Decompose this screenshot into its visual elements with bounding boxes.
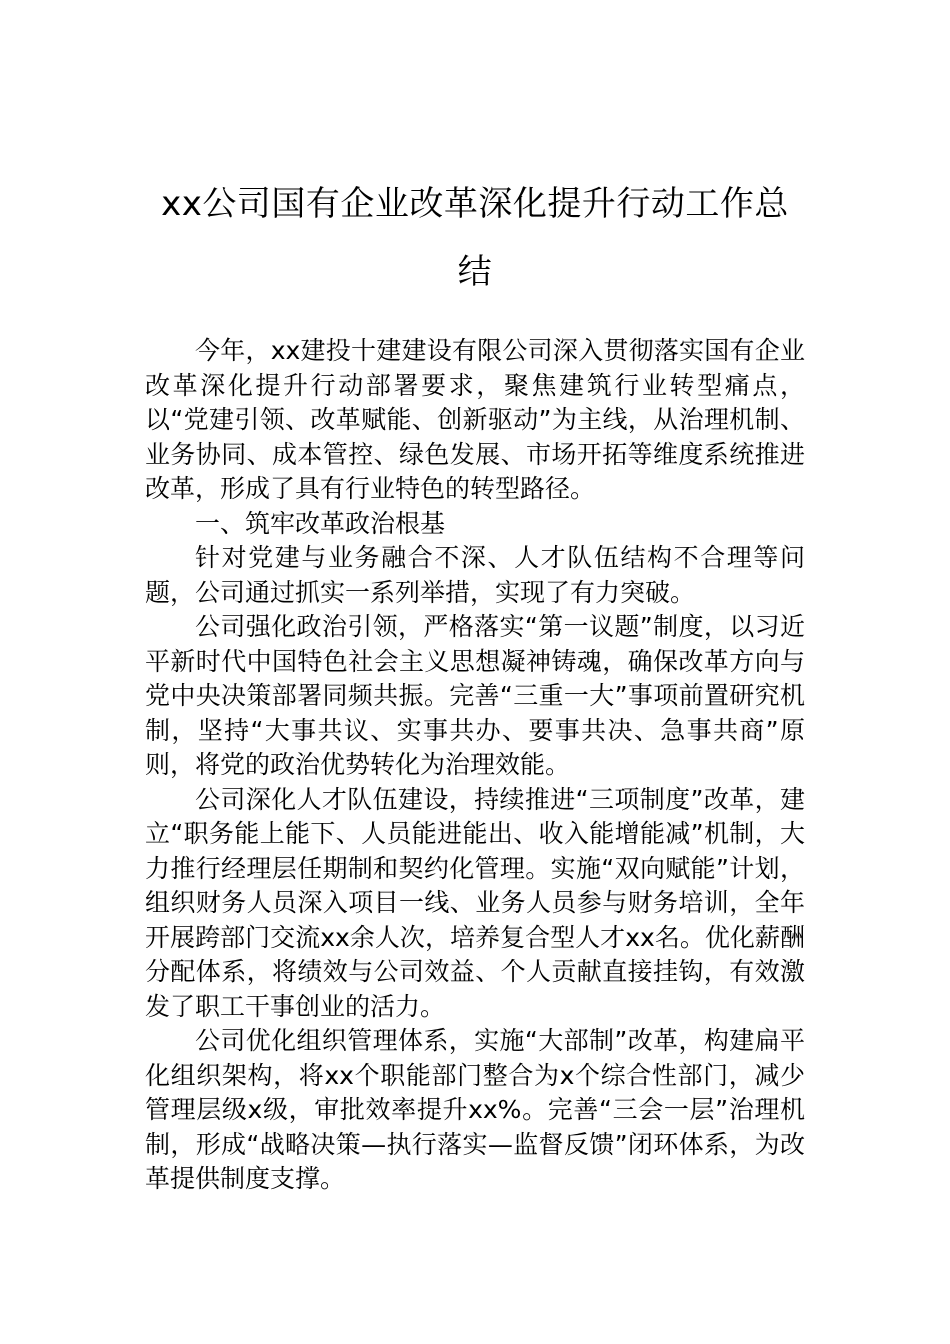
section-heading-1: 一、筑牢改革政治根基: [195, 508, 446, 538]
intro-paragraph: 今年，xx建投十建建设有限公司深入贯彻落实国有企业改革深化提升行动部署要求，聚焦建筑行业转型痛点，以“党建引领、改革赋能、创新驱动”为主线，从治理机制、业务协同、成本管控、绿色发展、市场开拓等维度系统推进改革，形成了具有行业特色的转型路径。: [145, 336, 805, 503]
document-title: xx公司国有企业改革深化提升行动工作总结: [161, 184, 789, 292]
section-1-paragraph-4: 公司优化组织管理体系，实施“大部制”改革，构建扁平化组织架构，将xx个职能部门整合为x个综合性部门，减少管理层级x级，审批效率提升xx%。完善“三会一层”治理机制，形成“战略决策—执行落实—监督反馈”闭环体系，为改革提供制度支撑。: [145, 1026, 805, 1193]
section-1-paragraph-1: 针对党建与业务融合不深、人才队伍结构不合理等问题，公司通过抓实一系列举措，实现了有力突破。: [145, 543, 805, 607]
document-body: [145, 334, 805, 1197]
section-1-paragraph-2: 公司强化政治引领，严格落实“第一议题”制度，以习近平新时代中国特色社会主义思想凝神铸魂，确保改革方向与党中央决策部署同频共振。完善“三重一大”事项前置研究机制，坚持“大事共议、实事共办、要事共决、急事共商”原则，将党的政治优势转化为治理效能。: [145, 612, 805, 779]
document-page: [145, 170, 805, 1197]
section-1-paragraph-3: 公司深化人才队伍建设，持续推进“三项制度”改革，建立“职务能上能下、人员能进能出、收入能增能减”机制，大力推行经理层任期制和契约化管理。实施“双向赋能”计划，组织财务人员深入项目一线、业务人员参与财务培训，全年开展跨部门交流xx余人次，培养复合型人才xx名。优化薪酬分配体系，将绩效与公司效益、个人贡献直接挂钩，有效激发了职工干事创业的活力。: [145, 784, 805, 1021]
